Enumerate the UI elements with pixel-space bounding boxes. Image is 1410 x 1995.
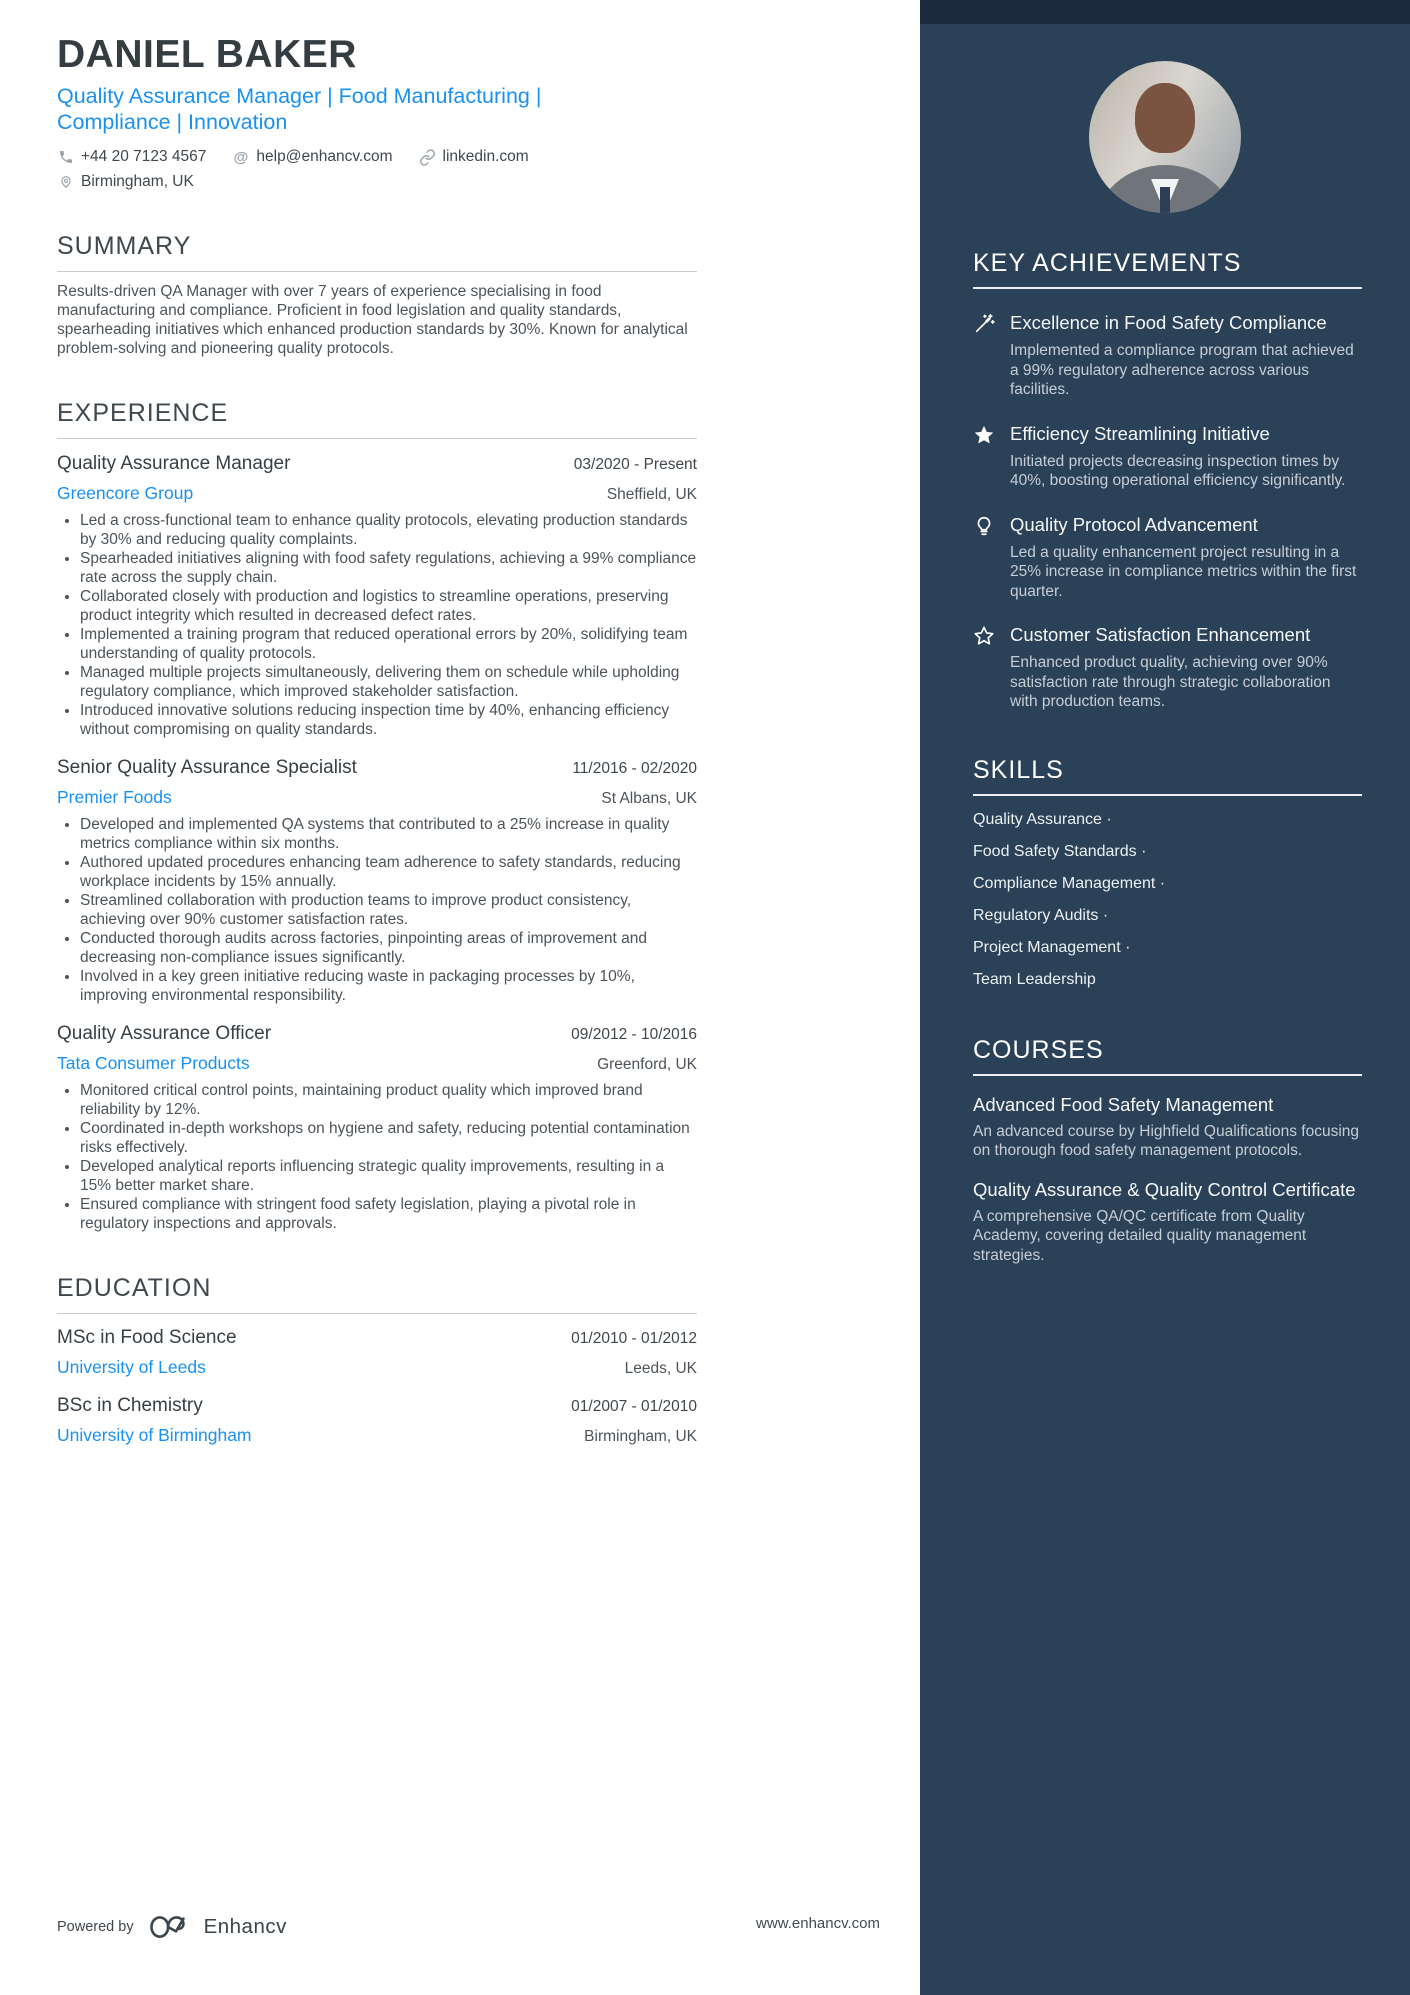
achievements-divider	[973, 287, 1362, 289]
education-heading: EDUCATION	[57, 1274, 212, 1302]
degree-school: University of Birmingham	[57, 1425, 252, 1445]
courses-divider	[973, 1074, 1362, 1076]
job-bullet: Collaborated closely with production and logistics to streamline operations, preserving product integrity which resulted in decreased defect rates.	[57, 587, 697, 625]
location-row	[57, 173, 697, 191]
course-text: A comprehensive QA/QC certificate from Quality Academy, covering detailed quality management strategies.	[973, 1207, 1307, 1264]
job-bullet: Involved in a key green initiative reducing waste in packaging processes by 10%, improving environmental responsibility.	[57, 967, 697, 1005]
contact-location	[57, 173, 194, 191]
phone-number: +44 20 7123 4567	[81, 148, 207, 165]
achievement-item	[973, 311, 1362, 400]
job-bullet: Conducted thorough audits across factories, pinpointing areas of improvement and decreasing non-compliance issues significantly.	[57, 929, 697, 967]
link-url[interactable]: linkedin.com	[442, 148, 529, 165]
job-bullet: Developed analytical reports influencing strategic quality improvements, resulting in a 15% better market share.	[57, 1157, 697, 1195]
link-icon	[419, 149, 436, 166]
skill-item: Team Leadership	[973, 970, 1096, 988]
experience-section	[57, 399, 697, 1233]
lightbulb-icon	[973, 513, 997, 602]
skills-divider	[973, 794, 1362, 796]
skill-item: Food Safety Standards ·	[973, 842, 1147, 860]
job-bullet-list	[57, 1081, 697, 1233]
email-address[interactable]: help@enhancv.com	[256, 148, 393, 165]
job-location: St Albans, UK	[601, 790, 697, 807]
degree-entry	[57, 1394, 697, 1447]
job-company: Tata Consumer Products	[57, 1053, 250, 1073]
course-entry	[973, 1093, 1362, 1161]
enhancv-logo-icon	[148, 1912, 190, 1942]
job-bullet: Developed and implemented QA systems that contributed to a 25% increase in quality metrics compliance within six months.	[57, 815, 697, 853]
wand-icon	[973, 311, 997, 400]
course-text: An advanced course by Highfield Qualifications focusing on thorough food safety management protocols.	[973, 1122, 1360, 1159]
footer-branding	[57, 1912, 287, 1942]
achievement-item	[973, 422, 1362, 491]
degree-dates: 01/2010 - 01/2012	[571, 1330, 697, 1347]
course-entry	[973, 1178, 1362, 1266]
job-location: Sheffield, UK	[606, 486, 697, 503]
course-title: Advanced Food Safety Management	[973, 1093, 1274, 1115]
job-bullet: Streamlined collaboration with production teams to improve product consistency, achieving over 90% customer satisfaction rates.	[57, 891, 697, 929]
job-bullet: Monitored critical control points, maintaining product quality which improved brand reliability by 12%.	[57, 1081, 697, 1119]
phone-icon	[57, 149, 74, 166]
job-dates: 03/2020 - Present	[573, 456, 697, 473]
job-title: Senior Quality Assurance Specialist	[57, 757, 357, 778]
skill-item: Quality Assurance ·	[973, 810, 1112, 828]
education-section	[57, 1274, 697, 1447]
job-bullet: Spearheaded initiatives aligning with food safety regulations, achieving a 99% compliance rate across the supply chain.	[57, 549, 697, 587]
summary-text: Results-driven QA Manager with over 7 years of experience specialising in food manufacturing and compliance. Proficient in food legislation and quality standards, spearheading initiatives which enhanced production standards by 30%. Known for analytical problem-solving and pioneering quality protocols.	[57, 283, 688, 357]
person-name: DANIEL BAKER	[57, 33, 357, 76]
job-location: Greenford, UK	[597, 1056, 697, 1073]
education-divider	[57, 1313, 697, 1314]
star-icon	[973, 422, 997, 491]
degree-dates: 01/2007 - 01/2010	[571, 1398, 697, 1415]
degree-location: Leeds, UK	[624, 1360, 697, 1377]
job-bullet: Managed multiple projects simultaneously, delivering them on schedule while upholding regulatory compliance, which improved stakeholder satisfaction.	[57, 663, 697, 701]
job-dates: 09/2012 - 10/2016	[571, 1026, 697, 1043]
location-pin-icon	[57, 174, 74, 191]
photo-head-shape	[1135, 83, 1195, 153]
photo-tie-shape	[1160, 187, 1170, 213]
skill-item: Project Management ·	[973, 938, 1131, 956]
achievements-heading: KEY ACHIEVEMENTS	[973, 249, 1242, 277]
skill-item: Compliance Management ·	[973, 874, 1166, 892]
contact-phone	[57, 148, 206, 166]
degree-title: MSc in Food Science	[57, 1327, 237, 1348]
course-title: Quality Assurance & Quality Control Certificate	[973, 1178, 1356, 1200]
job-entry	[57, 1022, 697, 1233]
skill-item: Regulatory Audits ·	[973, 906, 1109, 924]
job-entry	[57, 756, 697, 1005]
achievement-title: Excellence in Food Safety Compliance	[1010, 312, 1327, 333]
skills-heading: SKILLS	[973, 755, 1064, 784]
job-bullet: Ensured compliance with stringent food safety legislation, playing a pivotal role in regulatory inspections and approvals.	[57, 1195, 697, 1233]
job-bullet: Authored updated procedures enhancing team adherence to safety standards, reducing workplace incidents by 15% annually.	[57, 853, 697, 891]
star-outline-icon	[973, 623, 997, 712]
achievement-title: Customer Satisfaction Enhancement	[1010, 624, 1311, 645]
job-dates: 11/2016 - 02/2020	[572, 760, 697, 777]
achievement-item	[973, 513, 1362, 602]
achievement-text: Implemented a compliance program that achieved a 99% regulatory adherence across various facilities.	[1010, 342, 1354, 398]
skills-section	[920, 756, 1410, 988]
job-bullet-list	[57, 511, 697, 739]
summary-heading: SUMMARY	[57, 232, 192, 260]
person-headline: Quality Assurance Manager | Food Manufacturing | Compliance | Innovation	[57, 84, 542, 134]
profile-photo	[1089, 61, 1241, 213]
job-title: Quality Assurance Manager	[57, 453, 291, 474]
job-bullet: Implemented a training program that reduced operational errors by 20%, solidifying team understanding of quality protocols.	[57, 625, 697, 663]
achievement-title: Quality Protocol Advancement	[1010, 513, 1258, 535]
courses-section	[920, 1036, 1410, 1266]
achievement-text: Led a quality enhancement project resulting in a 25% increase in compliance metrics within the first quarter.	[1010, 543, 1357, 600]
enhancv-wordmark: Enhancv	[203, 1915, 287, 1938]
summary-divider	[57, 271, 697, 272]
degree-location: Birmingham, UK	[584, 1428, 697, 1445]
footer-url[interactable]: www.enhancv.com	[756, 1915, 880, 1932]
courses-heading: COURSES	[973, 1035, 1104, 1064]
job-bullet: Introduced innovative solutions reducing inspection time by 40%, enhancing efficiency without compromising on quality standards.	[57, 701, 697, 739]
experience-heading: EXPERIENCE	[57, 399, 229, 427]
job-bullet: Led a cross-functional team to enhance quality protocols, elevating production standards by 30% and reducing quality complaints.	[57, 511, 697, 549]
achievement-text: Enhanced product quality, achieving over 90% satisfaction rate through strategic collaboration with production teams.	[1010, 654, 1331, 710]
experience-divider	[57, 438, 697, 439]
achievement-item	[973, 623, 1362, 712]
job-title: Quality Assurance Officer	[57, 1023, 272, 1044]
powered-by-label: Powered by	[57, 1919, 134, 1935]
sidebar-top-strip	[920, 0, 1410, 24]
job-bullet-list	[57, 815, 697, 1005]
location-text: Birmingham, UK	[81, 173, 194, 190]
contact-email[interactable]	[232, 148, 392, 166]
sidebar	[920, 0, 1410, 1995]
job-entry	[57, 452, 697, 739]
job-company: Greencore Group	[57, 483, 194, 503]
achievements-section	[920, 249, 1410, 712]
contact-link[interactable]	[419, 148, 529, 166]
degree-entry	[57, 1326, 697, 1379]
job-company: Premier Foods	[57, 787, 172, 807]
job-bullet: Coordinated in-depth workshops on hygiene and safety, reducing potential contamination risks effectively.	[57, 1119, 697, 1157]
achievement-title: Efficiency Streamlining Initiative	[1010, 422, 1270, 444]
degree-school: University of Leeds	[57, 1357, 206, 1377]
summary-section	[57, 232, 697, 358]
contact-row	[57, 148, 697, 166]
degree-title: BSc in Chemistry	[57, 1395, 203, 1416]
at-icon: @	[233, 148, 249, 166]
achievement-text: Initiated projects decreasing inspection times by 40%, boosting operational efficiency significantly.	[1010, 452, 1346, 489]
